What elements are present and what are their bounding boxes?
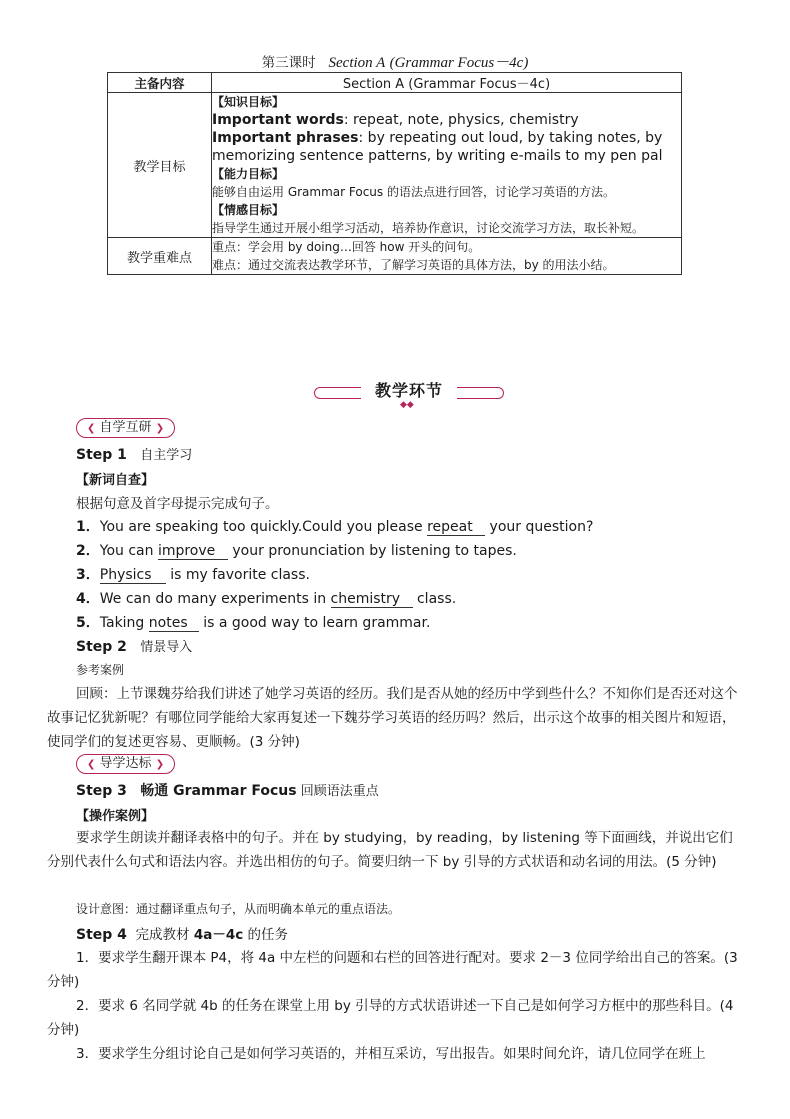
answer-blank: repeat (427, 519, 485, 536)
header-label: 主备内容 (108, 73, 212, 93)
instruction: 根据句意及首字母提示完成句子。 (76, 496, 279, 512)
difficult-point: 难点：通过交流表达教学环节，了解学习英语的具体方法，by 的用法小结。 (212, 258, 615, 272)
key-point: 重点：学会用 by doing…回答 how 开头的问句。 (212, 240, 481, 254)
list-item: 3．Physics is my favorite class. (76, 567, 310, 583)
reference-case: 参考案例 (76, 663, 125, 677)
chevron-left-icon: ❮ (87, 423, 96, 434)
key-points-row (108, 238, 682, 275)
key-points-label: 教学重难点 (108, 238, 212, 275)
banner-left-decoration (314, 387, 361, 399)
objectives-row (108, 93, 682, 238)
objectives-content: 【知识目标】 Important words: repeat, note, physics, chemistry Important phrases: by repeating out loud, by taking notes, by memorizing sentence patterns, by writing e-mails to my pen pal 【能力目标】 能够自由运用 Grammar Focus 的语法点进行回答，讨论学习英语的方法。 【情感目标】 指导学生通过开展小组学习活动，培养协作意识，讨论交流学习方法，取长补短。 (212, 93, 682, 238)
task-1: 1．要求学生翻开课本 P4，将 4a 中左栏的问题和右栏的回答进行配对。要求 2－3 位同学给出自己的答案。(3 分钟) (47, 950, 738, 990)
title-section: Section A (328, 55, 386, 71)
task-3: 3．要求学生分组讨论自己是如何学习英语的，并相互采访，写出报告。如果时间允许，请几位同学在班上 (76, 1046, 706, 1062)
header-value: Section A (Grammar Focus－4c) (212, 73, 682, 93)
review-paragraph: 回顾：上节课魏芬给我们讲述了她学习英语的经历。我们是否从她的经历中学到些什么？不知你们是否还对这个故事记忆犹新呢？有哪位同学能给大家再复述一下魏芬学习英语的经历吗？然后，出示这个故事的相关图片和短语，使同学们的复述更容易、更顺畅。(3 分钟) (47, 686, 738, 750)
list-item: 4．We can do many experiments in chemistry class. (76, 591, 457, 607)
section-title: 教学环节 (374, 381, 443, 400)
table-header-row (108, 73, 682, 93)
objectives-label: 教学目标 (108, 93, 212, 238)
answer-blank: notes (149, 615, 199, 632)
chevron-left-icon: ❮ (87, 759, 96, 770)
new-words-heading: 【新词自查】 (76, 473, 155, 488)
chevron-right-icon: ❯ (155, 759, 165, 770)
answer-blank: chemistry (331, 591, 413, 608)
section-banner (314, 376, 504, 410)
banner-ornament-icon: ◆◆ (400, 400, 414, 410)
task-2: 2．要求 6 名同学就 4b 的任务在课堂上用 by 引导的方式状语讲述一下自己是如何学习方框中的那些科目。(4 分钟) (47, 998, 734, 1038)
step4: Step 4 完成教材 4a－4c 的任务 (76, 927, 289, 943)
chevron-right-icon: ❯ (155, 423, 165, 434)
list-item: 1．You are speaking too quickly.Could you please repeat your question? (76, 519, 594, 535)
step1: Step 1 自主学习 (76, 447, 193, 463)
step2: Step 2 情景导入 (76, 639, 193, 655)
answer-blank: Physics (100, 567, 166, 584)
design-intent: 设计意图：通过翻译重点句子，从而明确本单元的重点语法。 (76, 902, 401, 916)
list-item: 5．Taking notes is a good way to learn grammar. (76, 615, 431, 631)
lesson-title: 第三课时 Section A (Grammar Focus－4c) (261, 55, 529, 71)
answer-blank: improve (158, 543, 228, 560)
pill-self-study: ❮ 自学互研 ❯ (76, 418, 175, 438)
banner-right-decoration (457, 387, 504, 399)
operation-case-heading: 【操作案例】 (76, 809, 155, 824)
lesson-plan-table (107, 72, 682, 275)
step3: Step 3 畅通 Grammar Focus 回顾语法重点 (76, 783, 379, 799)
pill-guided-study: ❮ 导学达标 ❯ (76, 754, 175, 774)
operation-paragraph: 要求学生朗读并翻译表格中的句子。并在 by studying，by reading，by listening 等下面画线，并说出它们分别代表什么句式和语法内容。并选出相仿的句子。简要归纳一下 by 引导的方式状语和动名词的用法。(5 分钟) (47, 830, 733, 870)
list-item: 2．You can improve your pronunciation by listening to tapes. (76, 543, 517, 559)
